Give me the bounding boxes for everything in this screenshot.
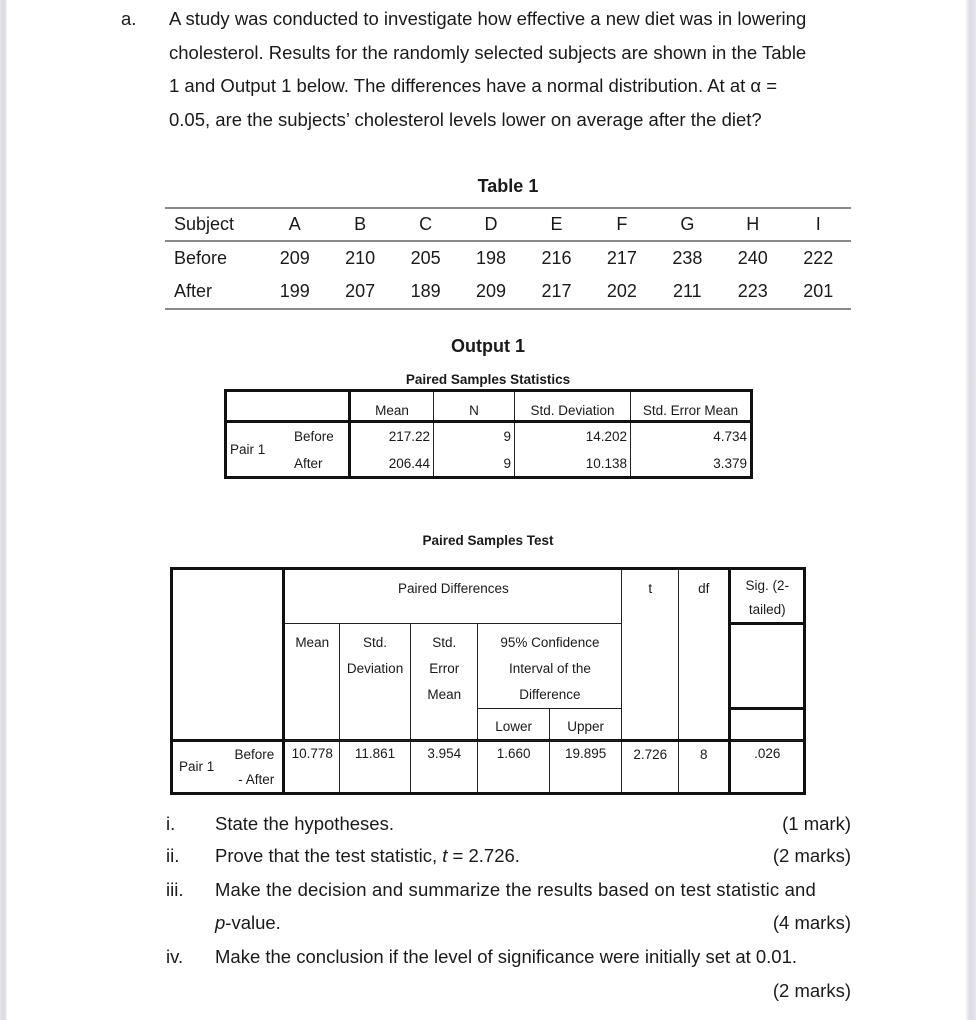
- stats-cell-n: 9: [434, 451, 515, 478]
- output1-caption: Output 1: [451, 336, 525, 356]
- table1-cell: 216: [541, 248, 572, 268]
- test-row-label-line2: - After: [238, 772, 275, 787]
- test-cell-mean: 10.778: [284, 741, 340, 794]
- test-cell-t: 2.726: [622, 741, 679, 794]
- subq-2-text-pre: Prove that the test statistic,: [215, 845, 443, 866]
- table1-cell: 199: [262, 275, 327, 309]
- test-sig-spacer-2: [730, 709, 805, 741]
- test-header-ci-line1: 95% Confidence: [500, 635, 600, 650]
- stats-cell-mean: 217.22: [350, 422, 434, 451]
- stats-header-se: Std. Error Mean: [631, 391, 752, 422]
- stats-row-label: After: [288, 451, 350, 478]
- table1-cell: 210: [345, 248, 376, 268]
- question-label: a.: [121, 8, 137, 29]
- subq-3-text-cont: [215, 912, 281, 934]
- stats-row-label: Before: [288, 422, 350, 451]
- table1-cell: Before: [174, 248, 228, 268]
- table-row: [226, 422, 752, 451]
- table1-cell: 217: [606, 248, 637, 268]
- test-header-se-line1: Std.: [432, 635, 457, 650]
- subq-4-number: iv.: [166, 946, 184, 967]
- test-header-sig: [730, 569, 805, 624]
- table1-header-cell: B: [327, 208, 392, 241]
- page-edge-right: [966, 0, 976, 1020]
- stats-table-title: Paired Samples Statistics: [405, 372, 571, 387]
- stats-cell-n: 9: [434, 422, 515, 451]
- question-line-1: A study was conducted to investigate how effective a new diet was in lowering: [169, 8, 807, 29]
- table1-cell: 217: [524, 275, 589, 309]
- subq-1-number: i.: [166, 813, 176, 834]
- table1-header-cell: F: [589, 208, 654, 241]
- table1-cell: 205: [410, 248, 441, 268]
- test-header-sig-line2: tailed): [748, 602, 786, 617]
- test-row-label: [232, 741, 284, 794]
- subq-3-variable: p: [215, 912, 226, 933]
- table1-header-cell: A: [262, 208, 327, 241]
- stats-cell-sd: 10.138: [515, 451, 631, 478]
- table1-cell: 209: [279, 248, 310, 268]
- page-edge-left: [0, 0, 7, 1020]
- table1-cell: 201: [786, 275, 852, 309]
- test-header-lower: Lower: [478, 709, 549, 741]
- test-header-sd-line1: Std.: [363, 635, 388, 650]
- subq-1-marks: (1 mark): [782, 813, 851, 834]
- table1-header-cell: I: [786, 208, 852, 241]
- test-header-upper: Upper: [549, 709, 622, 741]
- test-pair-label: Pair 1: [172, 741, 232, 794]
- table1-cell: 240: [737, 248, 768, 268]
- table1-header-row: [165, 208, 851, 241]
- paired-samples-test-table: [170, 567, 806, 795]
- test-cell-sig: .026: [730, 741, 805, 794]
- table1-cell: 211: [655, 275, 720, 309]
- stats-cell-sd: 14.202: [515, 422, 631, 451]
- table1-caption: Table 1: [477, 176, 539, 196]
- table1-header-cell: E: [524, 208, 589, 241]
- stats-header-mean: Mean: [350, 391, 434, 422]
- test-cell-upper: 19.895: [549, 741, 622, 794]
- table1-header-cell: D: [458, 208, 523, 241]
- table1: [165, 207, 851, 310]
- subq-1-text: State the hypotheses.: [215, 813, 394, 834]
- table1-header-cell: H: [720, 208, 785, 241]
- test-cell-df: 8: [679, 741, 730, 794]
- table1-cell: After: [165, 275, 262, 309]
- subq-4-marks: (2 marks): [772, 980, 851, 1001]
- test-header-mean: Mean: [284, 624, 340, 741]
- table1-cell: 209: [458, 275, 523, 309]
- stats-header-n: N: [434, 391, 515, 422]
- test-header-se: [410, 624, 477, 741]
- subq-2-text: [215, 845, 520, 867]
- test-header-ci-line2: Interval of the: [509, 661, 591, 676]
- table-row: [172, 741, 805, 794]
- question-line-4: 0.05, are the subjects’ cholesterol levels lower on average after the diet?: [169, 109, 762, 130]
- test-header-sd-line2: Deviation: [346, 661, 404, 676]
- table1-cell: 222: [803, 248, 834, 268]
- test-header-ci-line3: Difference: [519, 687, 581, 702]
- table1-cell: 202: [589, 275, 654, 309]
- test-header-sig-line1: Sig. (2-: [745, 578, 789, 593]
- test-cell-sd: 11.861: [340, 741, 411, 794]
- subq-4-text: Make the conclusion if the level of significance were initially set at 0.01.: [215, 946, 798, 967]
- subq-3-number: iii.: [166, 879, 184, 900]
- test-cell-se: 3.954: [410, 741, 477, 794]
- table-row: [165, 241, 851, 275]
- subq-3-text: Make the decision and summarize the results based on test statistic and: [215, 879, 816, 900]
- test-cell-lower: 1.660: [478, 741, 549, 794]
- test-corner-cell: [172, 569, 284, 741]
- table-row: [165, 275, 851, 309]
- test-header-paired-differences: Paired Differences: [284, 569, 622, 624]
- stats-corner-cell: [226, 391, 350, 422]
- test-header-sd: [340, 624, 411, 741]
- table-row: [226, 451, 752, 478]
- test-header-df: df: [679, 569, 730, 741]
- test-header-t: t: [622, 569, 679, 741]
- test-table-title: Paired Samples Test: [422, 533, 554, 548]
- table1-header-cell: C: [393, 208, 458, 241]
- test-header-se-line3: Mean: [427, 687, 462, 702]
- table1-header-cell: G: [655, 208, 720, 241]
- subq-2-text-post: = 2.726.: [447, 845, 520, 866]
- table1-header-cell: Subject: [165, 208, 262, 241]
- stats-pair-label: Pair 1: [226, 422, 289, 478]
- subq-2-variable: t: [442, 845, 448, 866]
- stats-header-sd: Std. Deviation: [515, 391, 631, 422]
- table1-cell: 207: [327, 275, 392, 309]
- subq-2-marks: (2 marks): [772, 845, 851, 866]
- table1-cell: 198: [476, 248, 507, 268]
- question-line-3: 1 and Output 1 below. The differences have a normal distribution. At at α =: [169, 75, 778, 96]
- stats-cell-mean: 206.44: [350, 451, 434, 478]
- test-sig-spacer-1: [730, 624, 805, 709]
- stats-cell-se: 4.734: [631, 422, 752, 451]
- table1-cell: 238: [672, 248, 703, 268]
- subq-3-marks: (4 marks): [772, 912, 851, 933]
- table1-cell: 223: [720, 275, 785, 309]
- question-line-2: cholesterol. Results for the randomly selected subjects are shown in the Table: [169, 42, 807, 63]
- paired-samples-statistics-table: [224, 389, 753, 479]
- table1-cell: 189: [393, 275, 458, 309]
- test-header-se-line2: Error: [429, 661, 460, 676]
- test-row-label-line1: Before: [234, 747, 275, 762]
- subq-2-number: ii.: [166, 845, 180, 866]
- stats-cell-se: 3.379: [631, 451, 752, 478]
- test-header-ci: [478, 624, 622, 709]
- subq-3-text-cont-rest: -value.: [225, 912, 281, 933]
